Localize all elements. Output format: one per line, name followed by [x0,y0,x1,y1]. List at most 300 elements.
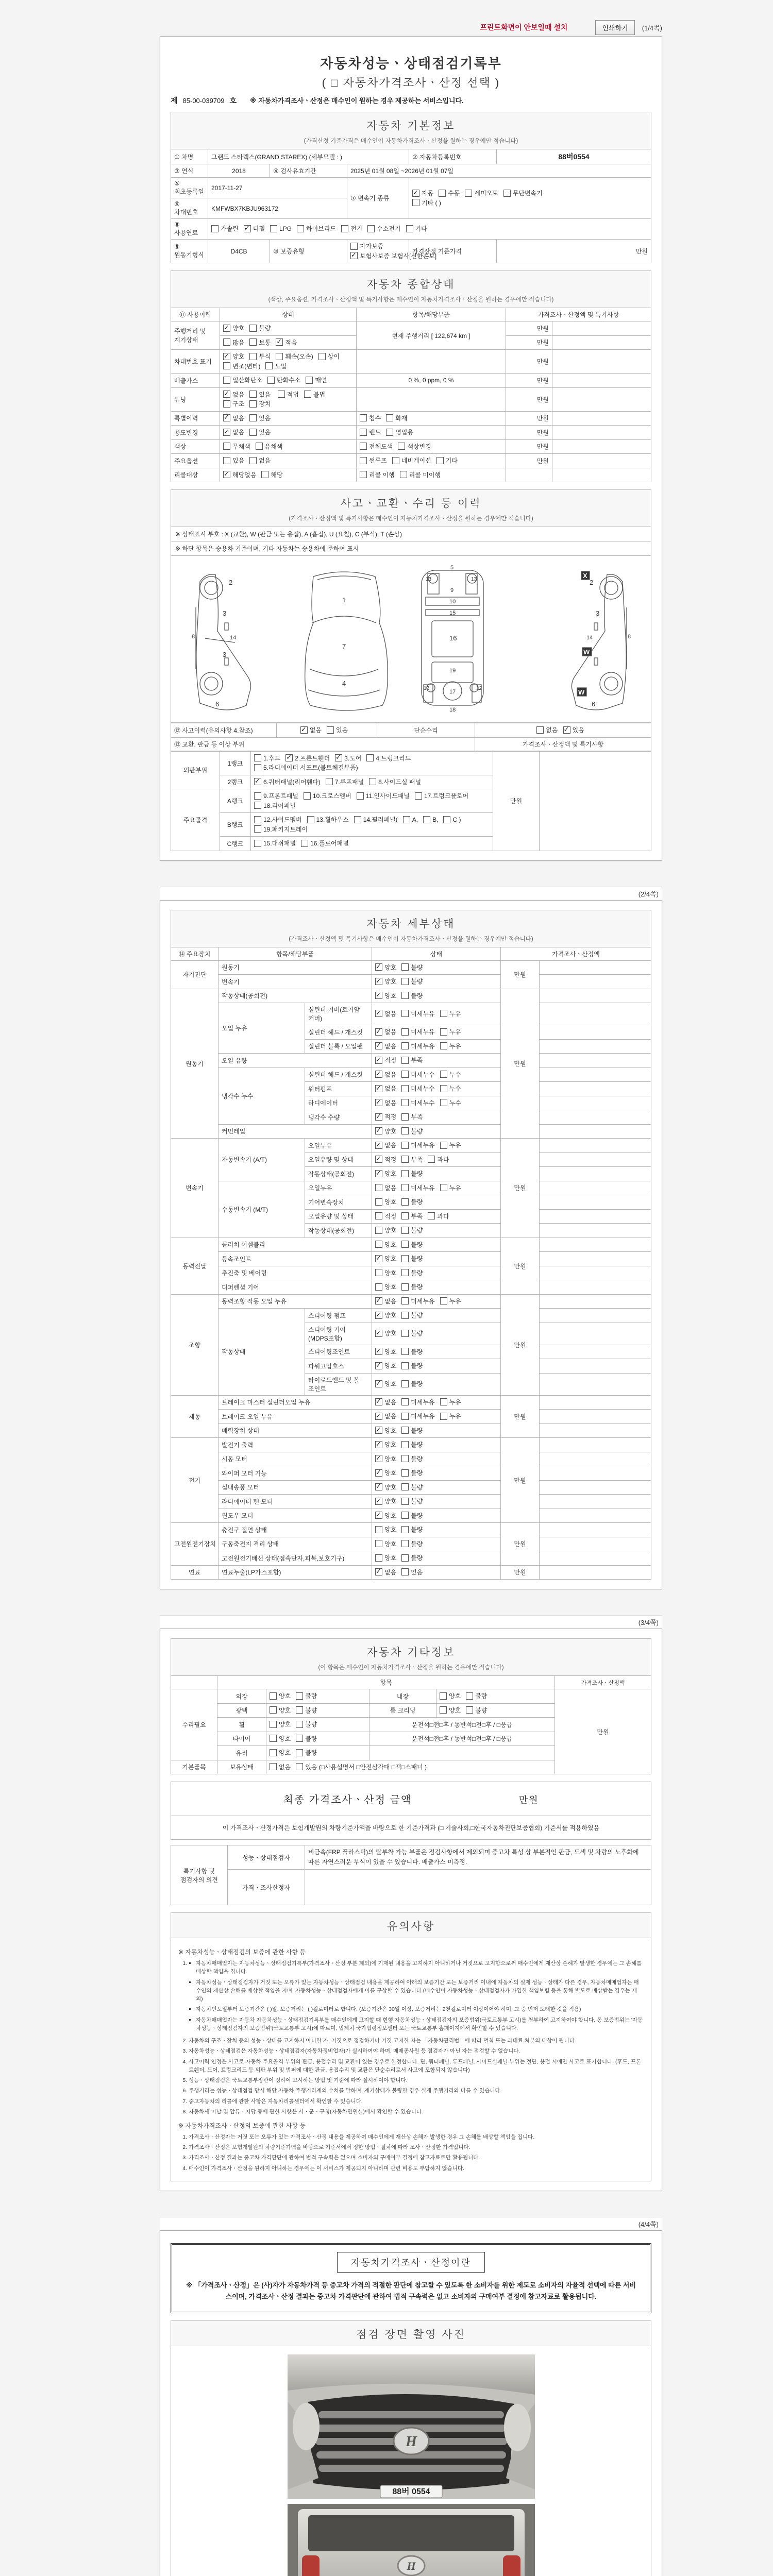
table-row: 특별이력 ✓ 없음 있음 침수 화재 만원 [171,411,651,426]
option-label: 장치 [259,400,271,408]
option-label: 있음 [259,429,271,436]
checkbox-option [375,1497,396,1505]
checkbox-option [249,456,271,465]
checkbox-unchecked [440,1184,447,1191]
table-row [171,1395,651,1410]
option-label: 해당 [271,471,283,479]
checkbox-option [360,456,387,465]
option-label: 없음 [309,726,322,734]
option-label: 6.쿼터패널(리어휀다) [263,778,321,786]
checkbox-unchecked [357,792,364,800]
checkbox-option [375,1398,396,1406]
basic-info-table [171,149,651,263]
final-price-table [171,1782,651,1840]
checkbox-unchecked [254,754,261,761]
checkbox-unchecked [386,414,393,421]
option-label: 불량 [411,1330,423,1337]
device-price-cell: 만원 [501,1395,540,1438]
device-subitem-label: 오일누유 [305,1139,372,1153]
option-label: 양호 [384,1312,397,1319]
device-item-label: 변속기 [219,975,372,989]
svg-text:15: 15 [449,610,456,616]
car-views-svg [179,561,643,716]
rank-label: C랭크 [220,837,251,851]
option-label: 없음 [279,1763,291,1771]
option-label: 색상변경 [407,443,431,450]
option-label: 양호 [384,1283,397,1291]
svg-text:2: 2 [589,579,593,586]
option-label: 양호 [449,1706,461,1714]
svg-text:W: W [583,648,590,656]
detail-band [171,910,651,947]
checkbox-unchecked [401,963,409,971]
label-reg-no: ② 자동차등록번호 [409,149,497,164]
caution-bullet: ▪ 자동차성능ㆍ상태점검자가 거짓 또는 오류가 있는 자동차성능ㆍ상태점검 내용을 제공하여 아래의 보증기간 또는 보증거리 이내에 자동차의 실제 성능ㆍ상태가 다른 경우, 자동차매매업자는 매수인의 재산상 손해를 배상할 책임을 지며, 자동차성능ㆍ상태점검자에게 이를 구상할 수 있습니다.(매수인이 자동차성능ㆍ상태점검자가 가입한 책임보험 등을 통해 별도로 배상받는 경우는 제외) [196,1978,644,2004]
checkbox-option [270,1720,291,1728]
checkbox-unchecked [375,1212,382,1219]
page-3 [160,1629,662,2191]
accident-band [171,489,651,527]
option-label: 화재 [395,414,408,422]
caution-item: 4. 매수인이 가격조사ㆍ산정을 원하지 아니하는 경우에는 이 서비스가 제공되지 아니하며 관련 비용도 부담하지 않습니다. [189,2164,644,2173]
device-subitem-label: 작동상태(공회전) [305,1224,372,1238]
checkbox-unchecked [354,816,361,823]
option-label: 미세누유 [411,1413,435,1420]
device-group-label: 원동기 [171,989,219,1139]
option-label: 기타 ( ) [422,199,441,207]
option-label: 13.휠하우스 [316,816,349,823]
final-price-label: 최종 가격조사ㆍ산정 금액 만원 [171,1782,651,1816]
option-label: 부족 [411,1156,423,1163]
checkbox-option [296,1748,317,1757]
checkbox-option [249,324,271,332]
checkbox-option [375,1311,396,1319]
checkbox-unchecked [440,1142,447,1149]
checkbox-unchecked [270,1749,277,1756]
checkbox-option [428,1155,449,1164]
checkbox-unchecked [401,1469,409,1477]
device-price-cell: 만원 [501,1139,540,1238]
checkbox-unchecked [428,1156,435,1163]
checkbox-option [360,442,393,451]
col-detail-state: 상태 [372,947,501,960]
checkbox-option [276,352,313,361]
checkbox-unchecked [423,816,430,823]
svg-text:3: 3 [222,609,226,617]
option-label: 있음 [259,391,271,398]
checkbox-option [375,1568,396,1577]
overall-title: 자동차 종합상태 [366,279,456,291]
option-label: 10.크로스멤버 [312,792,351,800]
exchange-panel-price-label: 가격조사ㆍ산정액 및 특기사항 [475,737,651,751]
checkbox-option [440,1398,461,1406]
checkbox-checked [375,1413,382,1420]
checkbox-unchecked [401,1427,409,1434]
device-item-label: 오일 유량 [219,1054,372,1068]
checkbox-unchecked [440,1099,447,1106]
checkbox-unchecked [369,778,376,785]
checkbox-option [360,428,381,436]
checkbox-unchecked [249,391,257,398]
checkbox-option [401,1282,423,1291]
repair-group-label: 수리필요 [171,1689,217,1760]
option-label: 누유 [449,1398,461,1406]
checkbox-option [440,1084,461,1093]
checkbox-option [415,791,468,800]
option-label: 불량 [411,1427,423,1434]
checkbox-option [326,777,364,786]
checkbox-unchecked [401,1312,409,1319]
option-label: 7.루프패널 [334,778,364,786]
photo-front [288,2354,535,2499]
option-label: 불량 [411,1362,423,1369]
checkbox-option [254,839,296,848]
checkbox-unchecked [375,1554,382,1562]
device-price-cell: 만원 [501,1523,540,1566]
opinion-row2-text [305,1870,651,1905]
device-item-label: 고전원전기배선 상태(접속단자,피복,보호기구) [219,1551,372,1566]
table-row [171,1124,651,1139]
device-item-label: 클러치 어셈블리 [219,1238,372,1252]
value-car-name: 그랜드 스타렉스(GRAND STAREX) (세부모델 : ) [208,149,409,164]
overall-sub: (색상, 주요옵션, 가격조사ㆍ산정액 및 특기사항은 매수인이 자동차가격조사ㆍ산정을 원하는 경우에만 적습니다) [268,297,554,303]
option-label: 많음 [232,338,245,346]
table-row [171,1003,651,1025]
option-label: 과다 [437,1156,449,1163]
checkbox-option [440,1297,461,1306]
option-label: 양호 [449,1692,461,1700]
checkbox-option [401,991,423,1000]
option-label: 불량 [305,1721,317,1728]
option-label: 보통 [259,338,271,346]
checkbox-checked [223,353,230,360]
value-transmission [409,178,651,219]
label-engine-type: ⑨ 원동기형식 [171,240,208,263]
option-label: 없음 [384,1010,397,1018]
option-label: 기타 [415,225,427,233]
checkbox-unchecked [223,338,230,346]
checkbox-option [366,754,411,762]
checkbox-option [401,1098,434,1107]
option-label: 양호 [279,1692,291,1700]
label-model-year: ③ 연식 [171,164,208,178]
caution-bullet: ▪ 자동차인도일부터 보증기간은 ( )일, 보증거리는 ( )킬로미터로 합니다. (보증기간은 30일 이상, 보증거리는 2천킬로미터 이상이어야 하며, 그 중 먼저 도래한 것을 적용) [196,2005,644,2013]
option-label: 양호 [384,1380,397,1388]
checkbox-option [296,1691,317,1700]
repair-item-label: 유리 [217,1746,266,1760]
option-label: 수소전기 [377,225,401,233]
checkbox-unchecked [440,1028,447,1036]
checkbox-unchecked [296,1706,303,1714]
table-row [171,1054,651,1068]
table-row [171,1495,651,1509]
option-label: 미세누수 [411,1071,435,1078]
table-row: 색상 무채색 유채색 전체도색 색상변경 만원 [171,439,651,454]
checkbox-option [440,1009,461,1018]
page-indicator-row-3 [160,1615,662,1629]
label-inspection-period: ④ 검사유효기간 [270,164,347,178]
option-label: 구조 [232,400,245,408]
device-item-label: 브레이크 오일 누유 [219,1410,372,1424]
checkbox-unchecked [223,377,230,384]
checkbox-option [267,376,300,384]
option-label: 미세누유 [411,1142,435,1149]
checkbox-option [296,1706,317,1715]
checkbox-unchecked [249,457,257,464]
option-label: 보험사보증 보험사[신한손보] [360,252,437,260]
checkbox-unchecked [270,1763,277,1770]
checkbox-checked [375,1398,382,1405]
table-row [171,1252,651,1266]
option-label: 썬루프 [369,457,387,464]
option-label: 양호 [384,1498,397,1505]
checkbox-option [401,1155,423,1164]
checkbox-unchecked [375,1526,382,1533]
checkbox-option [401,1347,423,1356]
option-label: 전체도색 [369,443,393,450]
option-label: 양호 [384,1362,397,1369]
detail-table [171,947,651,1580]
table-row: 리콜대상 ✓ 해당없음 해당 리콜 이행 리콜 미이행 [171,468,651,482]
final-price-unit: 만원 [518,1795,539,1805]
checkbox-option [254,825,308,834]
checkbox-option [401,1240,423,1249]
device-item-label: 작동상태(공회전) [219,989,372,1003]
checkbox-unchecked [440,1010,447,1017]
checkbox-unchecked [401,1099,409,1106]
option-label: 4.트렁크리드 [376,754,411,762]
table-row [171,960,651,975]
checkbox-option [249,428,271,436]
checkbox-option [223,456,244,465]
option-label: 없음 [384,1028,397,1036]
device-subitem-label: 스티어링조인트 [305,1345,372,1359]
checkbox-option [285,754,330,762]
checkbox-option [354,815,398,824]
doc-no-prefix: 제 [171,96,178,105]
value-first-reg: 2017-11-27 [208,178,347,198]
option-label: 부족 [411,1057,423,1064]
checkbox-option [375,1525,396,1534]
label-transmission: ⑦ 변속기 종류 [347,178,409,219]
option-label: 17.트렁크플로어 [424,792,469,800]
page-4 [160,2230,662,2576]
checkbox-option [401,1297,434,1306]
checkbox-unchecked [278,391,285,398]
checkbox-option [327,725,348,734]
option-label: 적법 [287,391,299,398]
option-label: 11.인사이드패널 [365,792,410,800]
checkbox-unchecked [401,1156,409,1163]
final-price-basis: 이 가격조사ㆍ산정가격은 보험개발원의 차량기준가액을 바탕으로 한 기준가격과 (□ 기술사회,□한국자동차진단보증협회) 기준서를 적용하였음 [171,1816,651,1840]
checkbox-unchecked [401,1241,409,1248]
checkbox-checked [254,778,261,785]
checkbox-unchecked [440,1085,447,1092]
option-label: 14.필러패널( [363,816,398,823]
checkbox-option [375,1155,396,1164]
opinion-row1-label: 성능ㆍ상태점검자 [228,1845,305,1870]
checkbox-option [223,352,244,361]
checkbox-option [223,414,244,422]
repair-item-label: 외장 [217,1689,266,1704]
device-item-label: 커먼레일 [219,1124,372,1139]
print-button[interactable]: 인쇄하기 [595,20,634,35]
checkbox-option [440,1412,461,1420]
checkbox-option [223,376,262,384]
detail-title: 자동차 세부상태 [366,918,456,930]
option-label: 누유 [449,1010,461,1018]
checkbox-option [254,801,296,810]
opinion-row2-label: 가격ㆍ조사산정자 [228,1870,305,1905]
device-subitem-label: 라디에이터 [305,1096,372,1110]
device-group-label: 고전원전기장치 [171,1523,219,1566]
checkbox-option [401,1553,423,1562]
toolbar [160,20,662,35]
checkbox-option [401,1483,423,1492]
checkbox-option [401,1511,423,1520]
option-label: 부족 [411,1212,423,1220]
option-label: 양호 [384,1441,397,1448]
checkbox-checked [285,754,293,761]
option-label: 양호 [384,1526,397,1533]
svg-text:16: 16 [449,634,457,642]
caution-body [171,1938,651,2181]
device-price-cell: 만원 [501,1438,540,1523]
svg-text:19: 19 [449,668,456,674]
checkbox-option [375,1412,396,1420]
checkbox-unchecked [401,1554,409,1562]
checkbox-unchecked [307,816,314,823]
checkbox-checked [375,1071,382,1078]
doc-no-suffix: 호 [229,96,237,105]
option-label: 양호 [384,1540,397,1548]
checkbox-unchecked [304,391,311,398]
checkbox-option [440,1691,461,1700]
svg-text:3: 3 [595,609,599,617]
device-subitem-label: 실린더 헤드 / 개스킷 [305,1025,372,1040]
option-label: 누유 [449,1413,461,1420]
opinion-table [171,1845,651,1905]
table-row [171,1309,651,1323]
device-item-label: 충전구 절연 상태 [219,1523,372,1537]
checkbox-option [428,1212,449,1221]
table-row [171,1523,651,1537]
checkbox-option [270,1706,291,1715]
checkbox-option [375,1070,396,1079]
checkbox-unchecked [270,1735,277,1742]
rank-group-label: 외판부위 [171,751,220,789]
caution-item: 3. 자동차성능ㆍ상태점검은 자동차성능ㆍ상태점검자(자동차정비업자)가 실시하여야 하며, 매매종사원 등 점검자가 아닌 자는 점검할 수 없습니다. [189,2047,644,2055]
table-row [171,1266,651,1280]
checkbox-option [375,1483,396,1492]
device-group-label: 조향 [171,1294,219,1395]
checkbox-unchecked [401,1198,409,1206]
checkbox-checked [375,1427,382,1434]
checkbox-option [375,1212,396,1221]
table-row [171,1452,651,1466]
option-label: 불량 [411,1170,423,1177]
option-label: 있음 [411,1568,423,1576]
table-row [171,1181,651,1195]
checkbox-option [375,1226,396,1234]
checkbox-option [300,725,322,734]
checkbox-unchecked [327,726,334,734]
device-subitem-label: 실린더 헤드 / 개스킷 [305,1067,372,1082]
checkbox-option [401,1361,423,1370]
checkbox-option [360,414,381,422]
table-row [171,1870,651,1905]
checkbox-option [249,338,271,347]
document-column [160,0,662,2576]
table-row: 주행거리 및 계기상태 ✓ 양호 불량 현재 주행거리 [ 122,674 km ] 만원 [171,321,651,336]
svg-text:12: 12 [423,686,429,691]
table-row [171,1466,651,1481]
checkbox-checked [223,429,230,436]
option-label: 네비게이션 [401,457,431,464]
option-label: 불량 [411,1483,423,1491]
checkbox-unchecked [401,1184,409,1191]
option-label: 적음 [285,338,297,346]
option-label: 불량 [259,325,271,332]
svg-text:8: 8 [627,634,631,640]
option-label: 있음 [232,457,245,464]
label-fuel: ⑧ 사용연료 [171,219,208,240]
svg-text:13: 13 [425,577,431,582]
table-row [171,1689,651,1704]
etc-band [171,1638,651,1675]
checkbox-option [401,1127,423,1136]
checkbox-option [401,1539,423,1548]
label-warranty-type: ⑩ 보증유형 [270,240,347,263]
option-label: 불량 [411,1441,423,1448]
table-row [171,1067,651,1082]
checkbox-unchecked [401,1297,409,1304]
checkbox-option [401,1056,423,1064]
checkbox-option [401,1398,434,1406]
option-label: 없음 [384,1398,397,1406]
option-label: 16.플로어패널 [310,840,349,847]
checkbox-unchecked [297,225,304,232]
option-label: 불량 [411,1227,423,1234]
table-row: 차대번호 표기 ✓ 양호 부식 훼손(오손) 상이 변조(변타) 도말 만원 [171,350,651,374]
checkbox-option [401,963,423,972]
checkbox-unchecked [415,792,422,800]
price-survey-info-title: 자동차가격조사ㆍ산정이란 [337,2252,485,2273]
checkbox-option [375,963,396,972]
device-item-label: 연료누출(LP가스포함) [219,1565,372,1580]
caution-item: 8. 자동차세 미납 및 압류ㆍ저당 등에 관한 사항은 시ㆍ군ㆍ구청(자동차민원실)에서 확인할 수 있습니다. [189,2108,644,2116]
checkbox-unchecked [375,1184,382,1191]
device-item-label: 배력장치 상태 [219,1423,372,1438]
svg-text:14: 14 [586,635,593,641]
checkbox-unchecked [249,353,257,360]
page-2 [160,900,662,1590]
checkbox-option [360,470,395,479]
checkbox-option [304,791,351,800]
checkbox-unchecked [401,1380,409,1387]
table-row [171,1845,651,1870]
checkbox-checked [375,1156,382,1163]
option-label: 없음 [384,1413,397,1420]
option-label: 없음 [384,1085,397,1092]
print-install-link[interactable]: 프린트화면이 안보일때 설치 [480,23,568,31]
checkbox-option [341,224,362,233]
checkbox-unchecked [401,1269,409,1276]
rank-label: 1랭크 [220,751,251,775]
checkbox-unchecked [296,1721,303,1728]
etc-title: 자동차 기타정보 [366,1647,456,1658]
damage-mark-w2 [577,688,586,696]
